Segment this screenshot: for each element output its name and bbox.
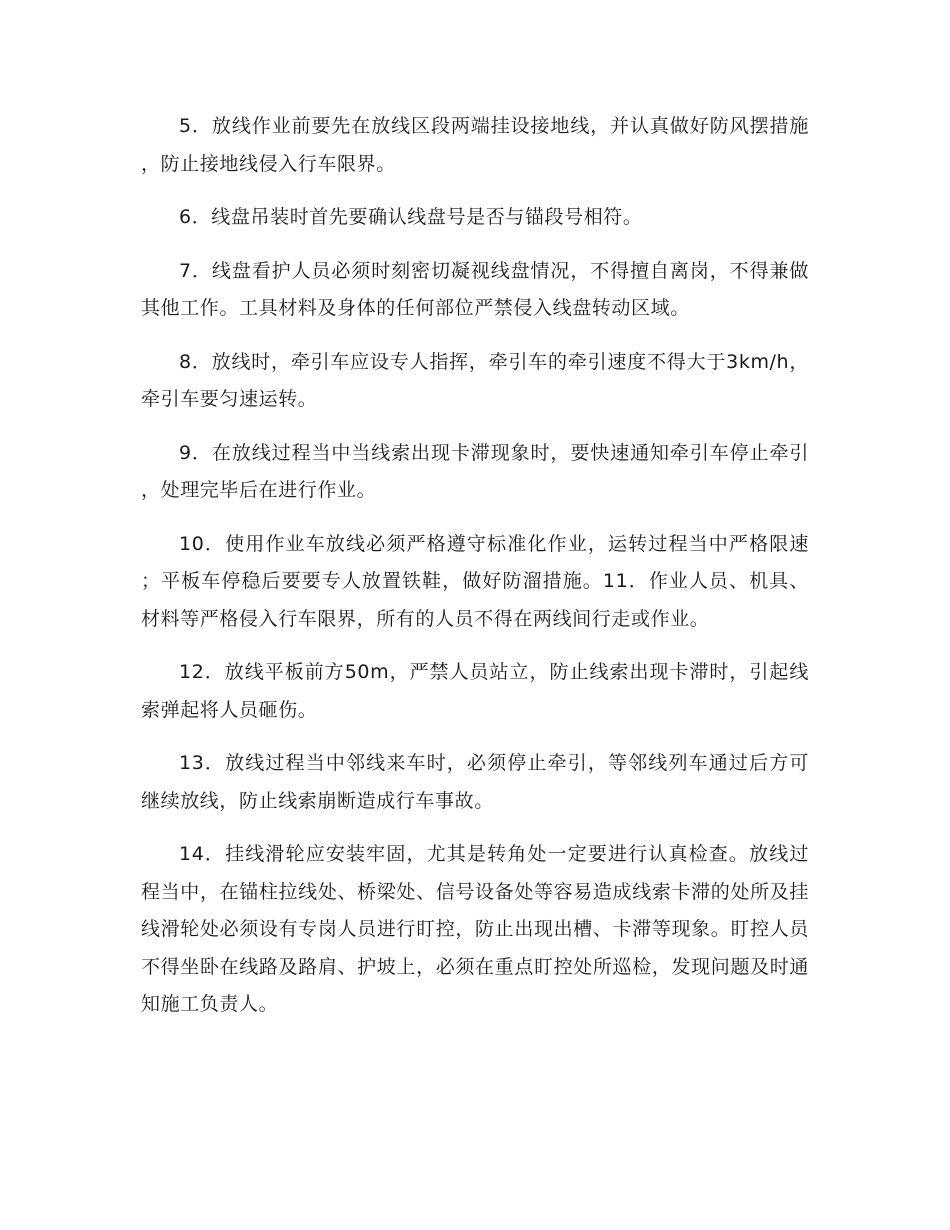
document-body — [141, 108, 809, 1040]
paragraph-item-5: 5．放线作业前要先在放线区段两端挂设接地线，并认真做好防风摆措施，防止接地线侵入行车限界。 — [141, 115, 809, 175]
paragraph-item-10-11: 10．使用作业车放线必须严格遵守标准化作业，运转过程当中严格限速；平板车停稳后要要专人放置铁鞋，做好防溜措施。11．作业人员、机具、材料等严格侵入行车限界，所有的人员不得在两线间行走或作业。 — [141, 532, 809, 630]
paragraph-item-14: 14．挂线滑轮应安装牢固，尤其是转角处一定要进行认真检查。放线过程当中，在锚柱拉线处、桥梁处、信号设备处等容易造成线索卡滞的处所及挂线滑轮处必须设有专岗人员进行盯控，防止出现出槽、卡滞等现象。盯控人员不得坐卧在线路及路肩、护坡上，必须在重点盯控处所巡检，发现问题及时通知施工负责人。 — [141, 843, 809, 1015]
paragraph-item-6: 6．线盘吊装时首先要确认线盘号是否与锚段号相符。 — [179, 206, 643, 228]
paragraph-item-13: 13．放线过程当中邻线来车时，必须停止牵引，等邻线列车通过后方可继续放线，防止线索崩断造成行车事故。 — [141, 752, 809, 812]
paragraph-item-7: 7．线盘看护人员必须时刻密切凝视线盘情况，不得擅自离岗，不得兼做其他工作。工具材料及身体的任何部位严禁侵入线盘转动区域。 — [141, 259, 809, 319]
paragraph-item-9: 9．在放线过程当中当线索出现卡滞现象时，要快速通知牵引车停止牵引，处理完毕后在进行作业。 — [141, 441, 809, 501]
paragraph-item-8: 8．放线时，牵引车应设专人指挥，牵引车的牵引速度不得大于3km/h，牵引车要匀速运转。 — [141, 350, 809, 410]
paragraph-item-12: 12．放线平板前方50m，严禁人员站立，防止线索出现卡滞时，引起线索弹起将人员砸伤。 — [141, 661, 809, 721]
